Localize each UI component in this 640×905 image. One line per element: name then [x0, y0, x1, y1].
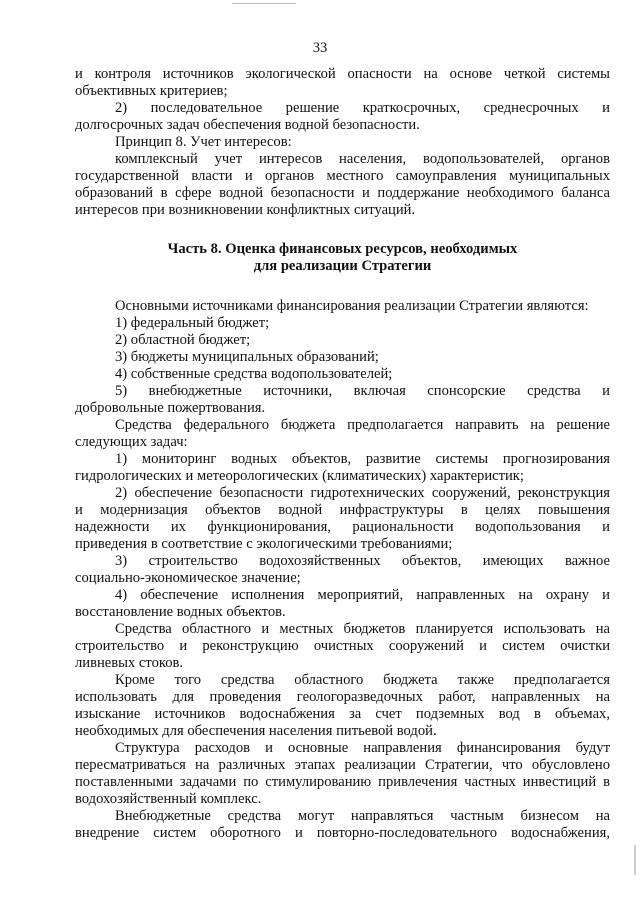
text-line: 1) федеральный бюджет; [115, 315, 270, 331]
text-line: Средства областного и местных бюджетов планируется использовать на [115, 621, 610, 637]
text-line: поставленными задачами по стимулированию привлечения частных инвестиций в [75, 774, 610, 790]
text-line: Основными источниками финансирования реализации Стратегии являются: [115, 298, 589, 314]
text-line: использовать для проведения геологоразведочных работ, направленных на [75, 689, 610, 705]
text-line: 2) последовательное решение краткосрочных, среднесрочных и [115, 100, 610, 116]
text-line: комплексный учет интересов населения, водопользователей, органов [115, 151, 610, 167]
text-line: восстановление водных объектов. [75, 604, 286, 620]
text-line: и модернизация объектов водной инфраструктуры в целях повышения [75, 502, 610, 518]
text-line: Внебюджетные средства могут направляться частным бизнесом на [115, 808, 610, 824]
text-line: 4) собственные средства водопользователей; [115, 366, 393, 382]
section-heading [75, 241, 610, 275]
text-line: пересматриваться на различных этапах реализации Стратегии, что обусловлено [75, 757, 610, 773]
text-line: 3) строительство водохозяйственных объектов, имеющих важное [115, 553, 610, 569]
text-line: интересов при возникновении конфликтных ситуаций. [75, 202, 416, 218]
text-line: 2) обеспечение безопасности гидротехнических сооружений, реконструкция [115, 485, 610, 501]
scan-edge-mark [634, 845, 636, 875]
text-line: Кроме того средства областного бюджета также предполагается [115, 672, 610, 688]
section-heading-line-1: Часть 8. Оценка финансовых ресурсов, необходимых [167, 241, 518, 257]
text-line: гидрологических и метеорологических (климатических) характеристик; [75, 468, 524, 484]
text-line: 3) бюджеты муниципальных образований; [115, 349, 379, 365]
page-number: 33 [312, 40, 328, 56]
text-line: необходимых для обеспечения населения питьевой водой. [75, 723, 437, 739]
paragraphs-before-heading [75, 66, 610, 219]
text-line: строительство и реконструкцию очистных сооружений и систем очистки [75, 638, 610, 654]
text-line: водохозяйственный комплекс. [75, 791, 262, 807]
text-line: внедрение систем оборотного и повторно-последовательного водоснабжения, [75, 825, 610, 841]
text-line: надежности их функционирования, рациональности водопользования и [75, 519, 610, 535]
text-line: государственной власти и органов местного самоуправления муниципальных [75, 168, 610, 184]
text-line: изыскание источников водоснабжения за счет подземных вод в объемах, [75, 706, 610, 722]
text-line: следующих задач: [75, 434, 188, 450]
text-line: Принцип 8. Учет интересов: [115, 134, 292, 150]
paragraphs-after-heading [75, 298, 610, 842]
text-line: 2) областной бюджет; [115, 332, 251, 348]
text-line: Средства федерального бюджета предполагается направить на решение [115, 417, 610, 433]
document-body [75, 66, 610, 842]
section-heading-line-2: для реализации Стратегии [253, 258, 432, 274]
text-line: объективных критериев; [75, 83, 228, 99]
text-line: долгосрочных задач обеспечения водной безопасности. [75, 117, 420, 133]
text-line: ливневых стоков. [75, 655, 184, 671]
text-line: социально-экономическое значение; [75, 570, 301, 586]
text-line: приведения в соответствие с экологическими требованиями; [75, 536, 453, 552]
text-line: 5) внебюджетные источники, включая спонсорские средства и [115, 383, 610, 399]
text-line: 1) мониторинг водных объектов, развитие системы прогнозирования [115, 451, 610, 467]
text-line: 4) обеспечение исполнения мероприятий, направленных на охрану и [115, 587, 610, 603]
page-top-edge-mark [232, 0, 296, 4]
text-line: добровольные пожертвования. [75, 400, 266, 416]
text-line: и контроля источников экологической опасности на основе четкой системы [75, 66, 610, 82]
text-line: образований в сфере водной безопасности и поддержание необходимого баланса [75, 185, 610, 201]
text-line: Структура расходов и основные направления финансирования будут [115, 740, 610, 756]
